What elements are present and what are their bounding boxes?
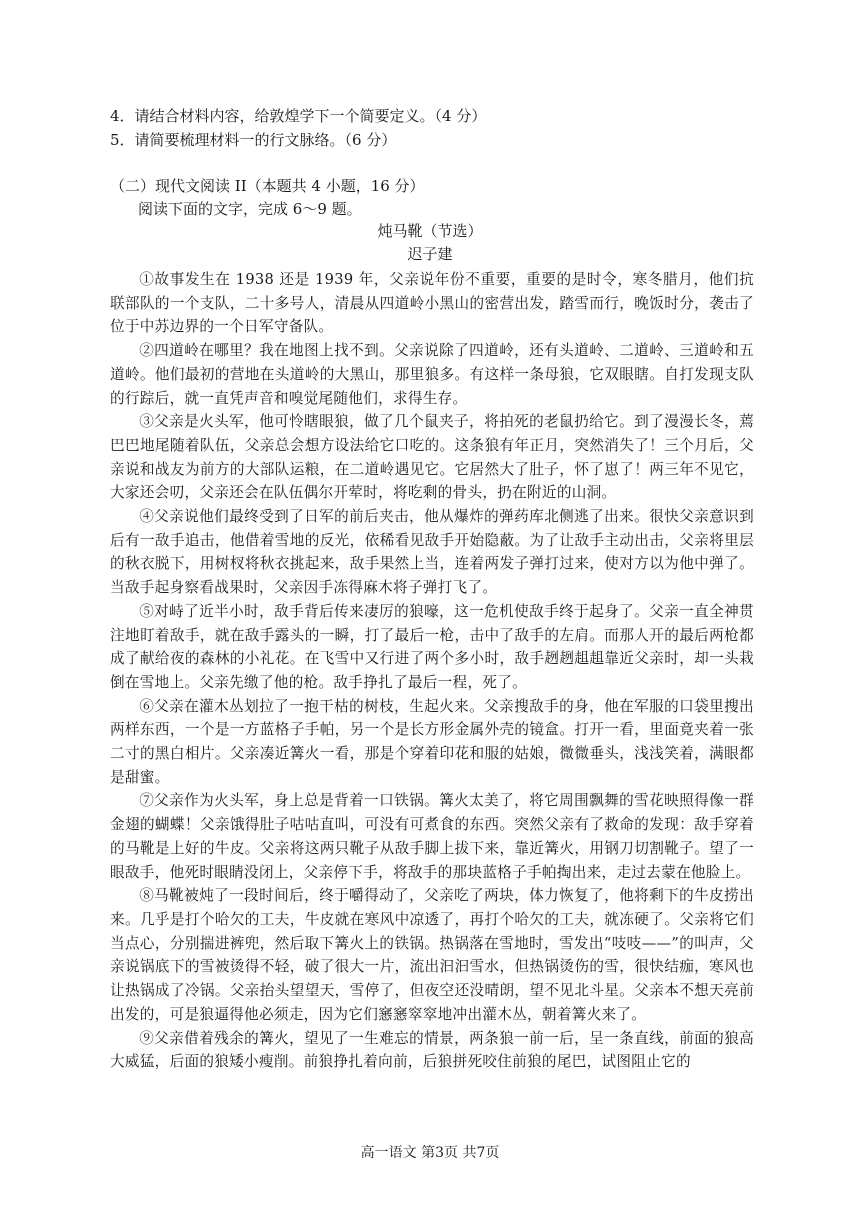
paragraph-6: ⑥父亲在灌木丛划拉了一抱干枯的树枝，生起火来。父亲搜敌手的身，他在军服的口袋里搜出两样东西，一个是一方蓝格子手帕，另一个是长方形金属外壳的镜盒。打开一看，里面竟夹着一张二寸的黑白相片。父亲凑近篝火一看，那是个穿着印花和服的姑娘，微微垂头，浅浅笑着，满眼都是甜蜜。 [110, 697, 754, 786]
question-5: 5．请简要梳理材料一的行文脉络。（6 分） [110, 131, 397, 149]
page-footer: 高一语文 第3页 共7页 [360, 1145, 500, 1161]
section-heading: （二）现代文阅读 II（本题共 4 小题，16 分） [110, 177, 425, 195]
paragraph-7: ⑦父亲作为火头军，身上总是背着一口铁锅。篝火太美了，将它周围飘舞的雪花映照得像一群金翅的蝴蝶！父亲饿得肚子咕咕直叫，可没有可煮食的东西。突然父亲有了救命的发现：敌手穿着的马靴是上好的牛皮。父亲将这两只靴子从敌手脚上拔下来，靠近篝火，用钢刀切割靴子。望了一眼敌手，他死时眼睛没闭上，父亲停下手，将敌手的那块蓝格子手帕掏出来，走过去蒙在他脸上。 [110, 792, 754, 881]
paragraph-1: ①故事发生在 1938 还是 1939 年，父亲说年份不重要，重要的是时令，寒冬腊月，他们抗联部队的一个支队，二十多号人，清晨从四道岭小黑山的密营出发，踏雪而行，晚饭时分，袭击了位于中苏边界的一个日军守备队。 [110, 271, 754, 336]
paragraph-3: ③父亲是火头军，他可怜瞎眼狼，做了几个鼠夹子，将拍死的老鼠扔给它。到了漫漫长冬，蔫巴巴地尾随着队伍，父亲总会想方设法给它口吃的。这条狼有年正月，突然消失了！三个月后，父亲说和战友为前方的大部队运粮，在二道岭遇见它。它居然大了肚子，怀了崽了！两三年不见它，大家还会叨，父亲还会在队伍偶尔开荤时，将吃剩的骨头，扔在附近的山洞。 [110, 413, 754, 502]
reading-instruction: 阅读下面的文字，完成 6～9 题。 [138, 200, 362, 218]
article-body [110, 268, 754, 1074]
paragraph-5: ⑤对峙了近半小时，敌手背后传来凄厉的狼嚎，这一危机使敌手终于起身了。父亲一直全神贯注地盯着敌手，就在敌手露头的一瞬，打了最后一枪，击中了敌手的左肩。而那人开的最后两枪都成了献给夜的森林的小礼花。在飞雪中又行进了两个多小时，敌手趔趔趄趄靠近父亲时，却一头栽倒在雪地上。父亲先缴了他的枪。敌手挣扎了最后一程，死了。 [110, 602, 754, 691]
paragraph-2: ②四道岭在哪里？我在地图上找不到。父亲说除了四道岭，还有头道岭、二道岭、三道岭和五道岭。他们最初的营地在头道岭的大黑山，那里狼多。有这样一条母狼，它双眼瞎。自打发现支队的行踪后，就一直凭声音和嗅觉尾随他们，求得生存。 [110, 342, 754, 407]
paragraph-9: ⑨父亲借着残余的篝火，望见了一生难忘的情景，两条狼一前一后，呈一条直线，前面的狼高大威猛，后面的狼矮小瘦削。前狼挣扎着向前，后狼拼死咬住前狼的尾巴，试图阻止它的 [110, 1029, 754, 1071]
article-author: 迟子建 [407, 245, 453, 263]
question-4: 4．请结合材料内容，给敦煌学下一个简要定义。（4 分） [110, 107, 487, 125]
article-title: 炖马靴（节选） [377, 222, 483, 240]
paragraph-8: ⑧马靴被炖了一段时间后，终于嚼得动了，父亲吃了两块，体力恢复了，他将剩下的牛皮捞出来。几乎是打个哈欠的工夫，牛皮就在寒风中凉透了，再打个哈欠的工夫，就冻硬了。父亲将它们当点心，分别揣进裤兜，然后取下篝火上的铁锅。热锅落在雪地时，雪发出“吱吱——”的叫声，父亲说锅底下的雪被烫得不轻，破了很大一片，流出汩汩雪水，但热锅烫伤的雪，很快结痂，寒风也让热锅成了冷锅。父亲抬头望望天，雪停了，但夜空还没晴朗，望不见北斗星。父亲本不想天亮前出发的，可是狼逼得他必须走，因为它们窸窸窣窣地冲出灌木丛，朝着篝火来了。 [110, 887, 754, 1023]
paragraph-4: ④父亲说他们最终受到了日军的前后夹击，他从爆炸的弹药库北侧逃了出来。很快父亲意识到后有一敌手追击，他借着雪地的反光，依稀看见敌手开始隐蔽。为了让敌手主动出击，父亲将里层的秋衣脱下，用树杈将秋衣挑起来，敌手果然上当，连着两发子弹打过来，使对方以为他中弹了。当敌手起身察看战果时，父亲因手冻得麻木将子弹打飞了。 [110, 508, 754, 597]
